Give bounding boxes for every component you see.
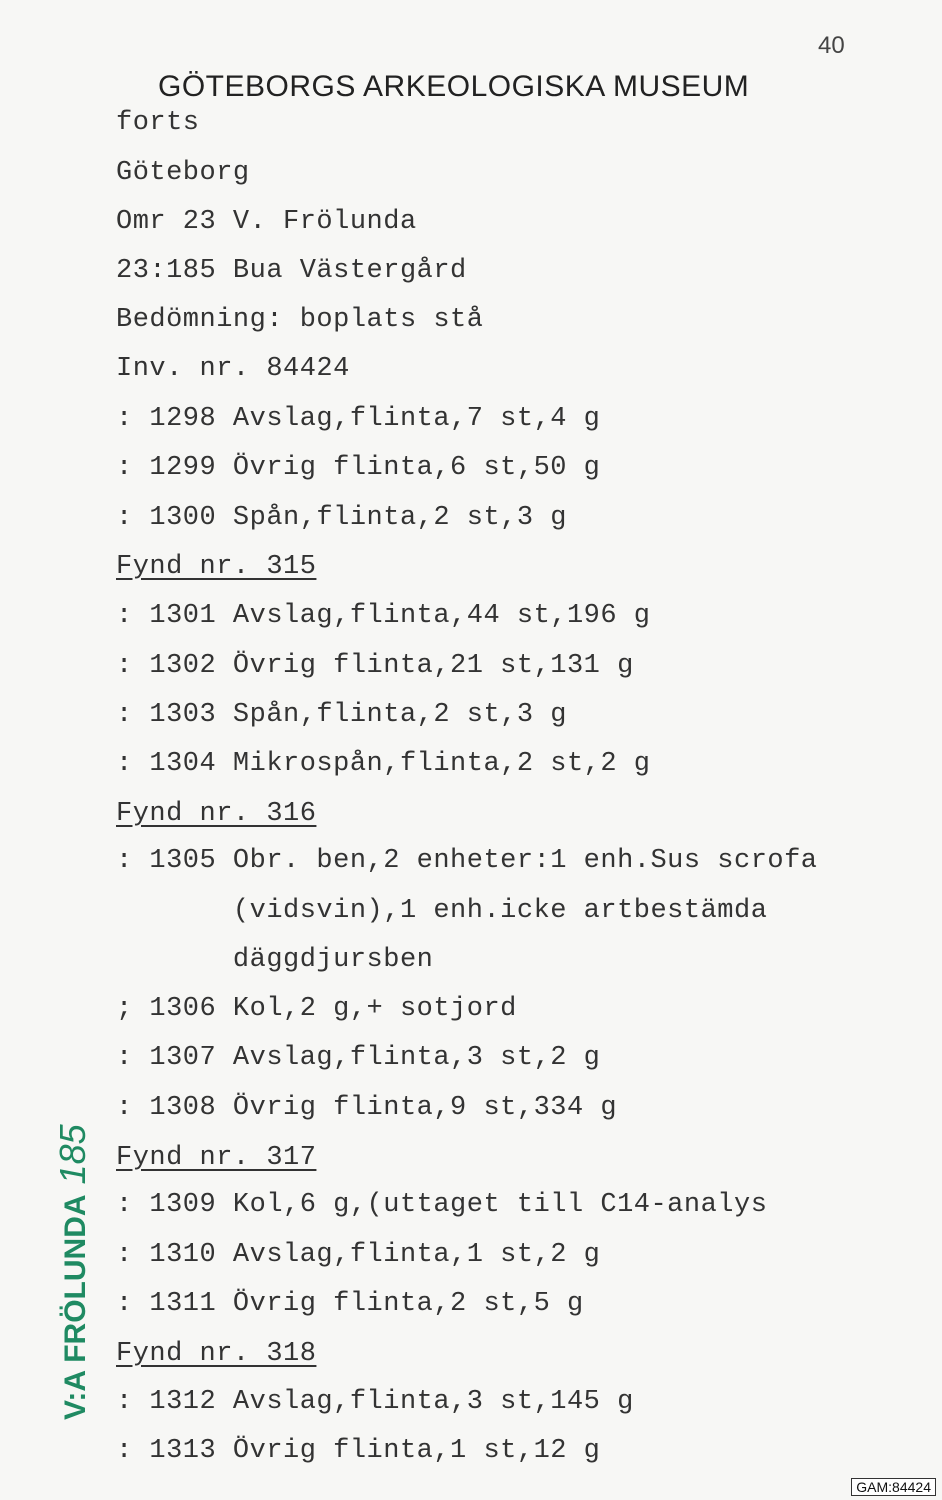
- find-number-heading: Fynd nr. 316: [116, 799, 317, 829]
- side-stamp: [52, 1124, 94, 1420]
- entry-line: 23:185 Bua Västergård: [116, 256, 467, 286]
- entry-line: : 1302 Övrig flinta,21 st,131 g: [116, 651, 634, 681]
- entry-line: : 1307 Avslag,flinta,3 st,2 g: [116, 1043, 601, 1073]
- page-number: 40: [818, 32, 845, 59]
- entry-line: : 1299 Övrig flinta,6 st,50 g: [116, 453, 601, 483]
- entry-line: (vidsvin),1 enh.icke artbestämda: [116, 896, 768, 926]
- archive-reference: GAM:84424: [851, 1478, 936, 1496]
- find-number-heading: Fynd nr. 315: [116, 552, 317, 582]
- entry-line: Inv. nr. 84424: [116, 354, 350, 384]
- entry-line: : 1300 Spån,flinta,2 st,3 g: [116, 503, 567, 533]
- side-stamp-number: 185: [52, 1124, 93, 1185]
- entry-line: ; 1306 Kol,2 g,+ sotjord: [116, 994, 517, 1024]
- entry-line: : 1313 Övrig flinta,1 st,12 g: [116, 1436, 601, 1466]
- entry-line: : 1308 Övrig flinta,9 st,334 g: [116, 1093, 618, 1123]
- entry-line: : 1305 Obr. ben,2 enheter:1 enh.Sus scrofa: [116, 846, 818, 876]
- entry-line: : 1310 Avslag,flinta,1 st,2 g: [116, 1240, 601, 1270]
- entry-line: : 1303 Spån,flinta,2 st,3 g: [116, 700, 567, 730]
- museum-header: GÖTEBORGS ARKEOLOGISKA MUSEUM: [158, 70, 750, 103]
- entry-line: : 1312 Avslag,flinta,3 st,145 g: [116, 1387, 634, 1417]
- entry-line: : 1304 Mikrospån,flinta,2 st,2 g: [116, 749, 651, 779]
- find-number-heading: Fynd nr. 318: [116, 1339, 317, 1369]
- entry-line: : 1311 Övrig flinta,2 st,5 g: [116, 1289, 584, 1319]
- entry-line: däggdjursben: [116, 945, 434, 975]
- side-stamp-text: V:A FRÖLUNDA: [59, 1194, 92, 1420]
- entry-line: Göteborg: [116, 158, 250, 188]
- entry-line: : 1301 Avslag,flinta,44 st,196 g: [116, 601, 651, 631]
- entry-line: : 1298 Avslag,flinta,7 st,4 g: [116, 404, 601, 434]
- entry-line: Omr 23 V. Frölunda: [116, 207, 417, 237]
- entry-line: forts: [116, 108, 200, 138]
- entry-line: Bedömning: boplats stå: [116, 305, 484, 335]
- find-number-heading: Fynd nr. 317: [116, 1143, 317, 1173]
- entry-line: : 1309 Kol,6 g,(uttaget till C14-analys: [116, 1190, 768, 1220]
